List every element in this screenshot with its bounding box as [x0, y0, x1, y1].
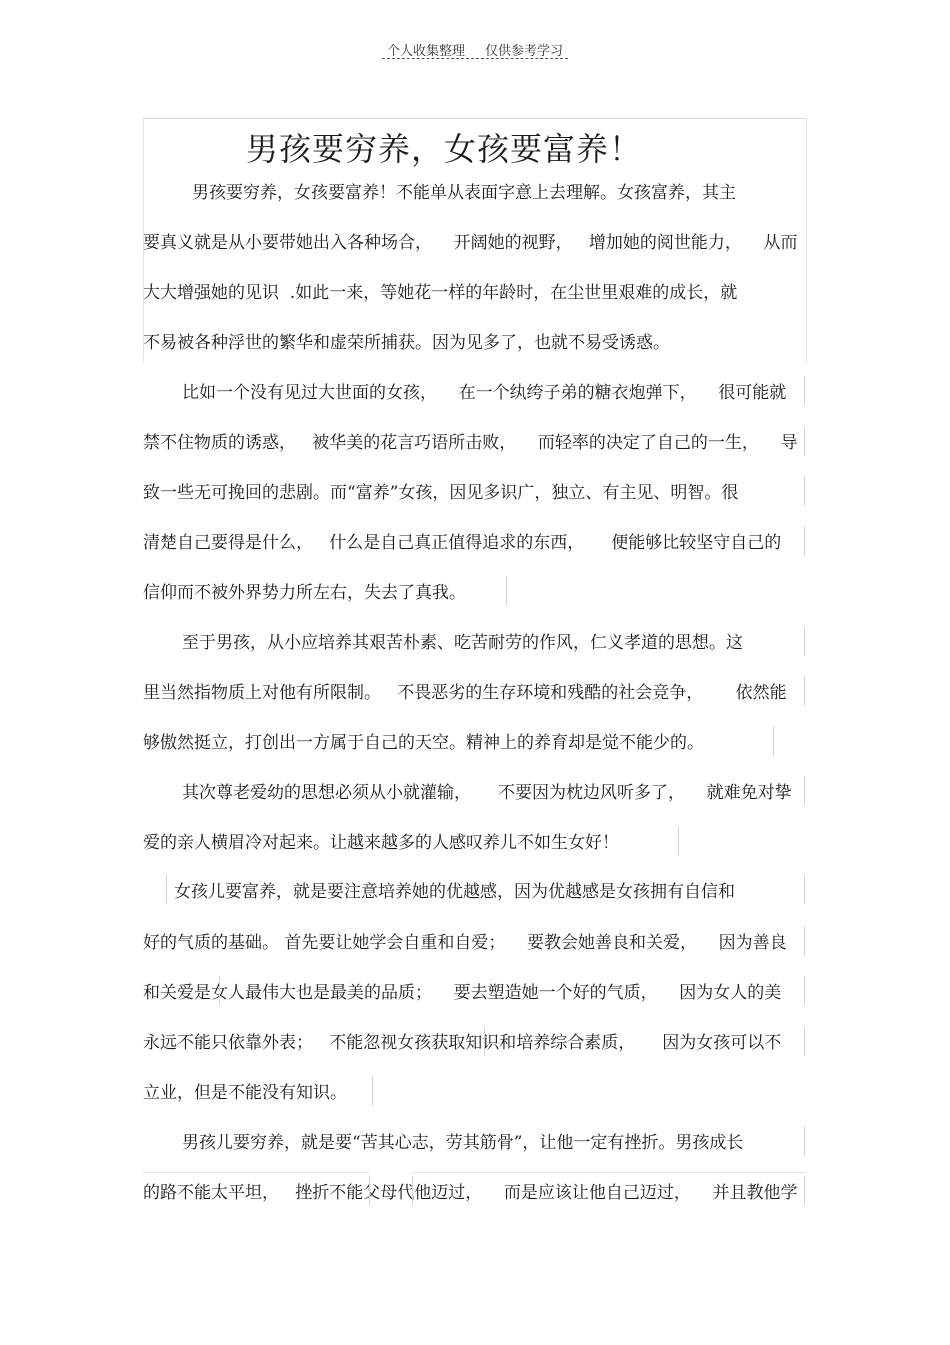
body-line: 好的气质的基础。 首先要让她学会自重和自爱； 要教会她善良和关爱， 因为善良 — [143, 933, 787, 953]
artifact-rule — [804, 1176, 805, 1206]
artifact-rule — [804, 1026, 805, 1056]
artifact-rule — [804, 776, 805, 806]
artifact-rule — [804, 874, 805, 904]
artifact-rule — [804, 626, 805, 656]
body-line: 致一些无可挽回的悲剧。而“富养”女孩，因见多识广，独立、有主见、明智。很 — [143, 483, 739, 503]
body-line: 的路不能太平坦， 挫折不能父母代他迈过， 而是应该让他自己迈过， 并且教他学 — [143, 1183, 798, 1203]
header-left-text: 个人收集整理 — [386, 44, 465, 59]
artifact-rule — [678, 826, 679, 856]
artifact-rule — [804, 1126, 805, 1156]
artifact-rule — [219, 976, 220, 1006]
header-dashed-rule — [382, 58, 568, 59]
document-title: 男孩要穷养，女孩要富养！ — [246, 130, 643, 168]
body-line: 比如一个没有见过大世面的女孩， 在一个纨绔子弟的糖衣炮弹下， 很可能就 — [182, 383, 787, 403]
text-frame-top — [143, 118, 806, 119]
body-line: 女孩儿要富养，就是要注意培养她的优越感，因为优越感是女孩拥有自信和 — [174, 882, 735, 902]
body-line: 不易被各种浮世的繁华和虚荣所捕获。因为见多了，也就不易受诱惑。 — [143, 333, 670, 353]
artifact-rule — [166, 874, 167, 904]
artifact-rule — [412, 1172, 806, 1173]
artifact-rule — [804, 676, 805, 706]
artifact-rule — [804, 526, 805, 556]
body-line: 里当然指物质上对他有所限制。 不畏恶劣的生存环境和残酷的社会竞争， 依然能 — [143, 683, 787, 703]
body-line: 男孩儿要穷养，就是要“苦其心志，劳其筋骨”，让他一定有挫折。男孩成长 — [182, 1133, 744, 1153]
artifact-rule — [372, 1076, 373, 1106]
page-header — [0, 40, 950, 59]
body-line: 够傲然挺立，打创出一方属于自己的天空。精神上的养育却是觉不能少的。 — [143, 733, 704, 753]
artifact-rule — [484, 1026, 485, 1056]
body-line: 禁不住物质的诱惑， 被华美的花言巧语所击败， 而轻率的决定了自己的一生， 导 — [143, 433, 798, 453]
body-line: 其次尊老爱幼的思想必须从小就灌输， 不要因为枕边风听多了， 就难免对挚 — [182, 783, 792, 803]
artifact-rule — [804, 476, 805, 506]
artifact-rule — [804, 926, 805, 956]
body-line: 和关爱是女人最伟大也是最美的品质； 要去塑造她一个好的气质， 因为女人的美 — [143, 983, 782, 1003]
body-line: 永远不能只依靠外表； 不能忽视女孩获取知识和培养综合素质， 因为女孩可以不 — [143, 1033, 782, 1053]
artifact-rule — [804, 426, 805, 456]
text-frame-right — [806, 118, 807, 363]
artifact-rule — [412, 1176, 413, 1206]
body-line: 至于男孩，从小应培养其艰苦朴素、吃苦耐劳的作风，仁义孝道的思想。这 — [182, 633, 743, 653]
body-line: 大大增强她的见识 .如此一来，等她花一样的年龄时，在尘世里艰难的成长，就 — [143, 283, 738, 303]
body-line: 要真义就是从小要带她出入各种场合， 开阔她的视野， 增加她的阅世能力， 从而 — [143, 233, 798, 253]
body-line: 清楚自己要得是什么， 什么是自己真正值得追求的东西， 便能够比较坚守自己的 — [143, 533, 782, 553]
body-line: 立业，但是不能没有知识。 — [143, 1083, 347, 1103]
artifact-rule — [773, 726, 774, 756]
artifact-rule — [506, 576, 507, 606]
body-line: 爱的亲人横眉冷对起来。让越来越多的人感叹养儿不如生女好！ — [143, 833, 619, 853]
artifact-rule — [804, 376, 805, 406]
artifact-rule — [369, 1176, 370, 1206]
body-line: 男孩要穷养，女孩要富养！不能单从表面字意上去理解。女孩富养，其主 — [192, 183, 736, 203]
artifact-rule — [143, 1172, 369, 1173]
artifact-rule — [804, 976, 805, 1006]
header-right-text: 仅供参考学习 — [485, 44, 564, 59]
body-line: 信仰而不被外界势力所左右，失去了真我。 — [143, 583, 466, 603]
